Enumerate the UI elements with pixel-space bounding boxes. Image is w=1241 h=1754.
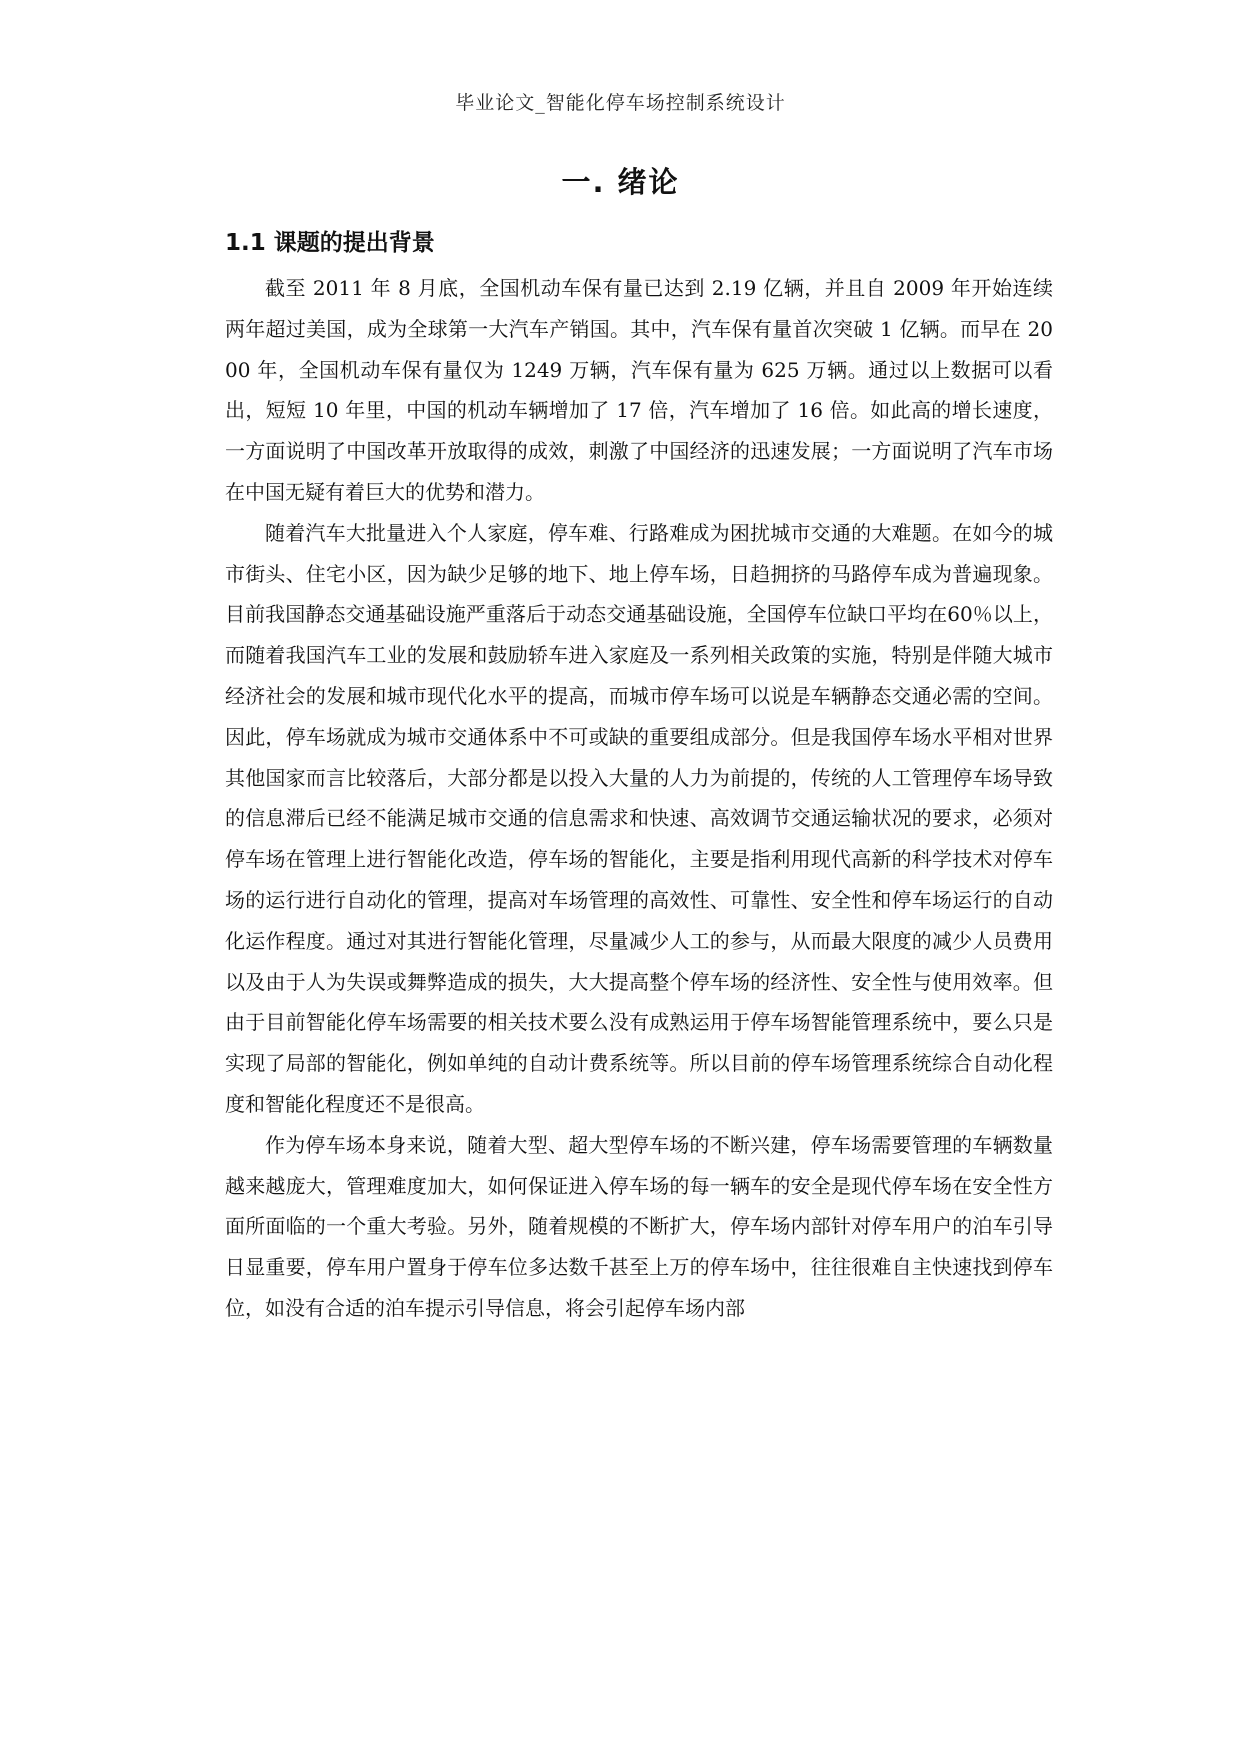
section-title: 1.1 课题的提出背景 (225, 230, 435, 256)
paragraph: 作为停车场本身来说，随着大型、超大型停车场的不断兴建，停车场需要管理的车辆数量越来越庞大，管理难度加大，如何保证进入停车场的每一辆车的安全是现代停车场在安全性方面所面临的一个重大考验。另外，随着规模的不断扩大，停车场内部针对停车用户的泊车引导日显重要，停车用户置身于停车位多达数千甚至上万的停车场中，往往很难自主快速找到停车位，如没有合适的泊车提示引导信息，将会引起停车场内部 (225, 1132, 1053, 1320)
running-header: 毕业论文_智能化停车场控制系统设计 (455, 92, 786, 114)
paragraph: 截至 2011 年 8 月底，全国机动车保有量已达到 2.19 亿辆，并且自 2009 年开始连续两年超过美国，成为全球第一大汽车产销国。其中，汽车保有量首次突破 1 亿辆。而早在 2000 年，全国机动车保有量仅为 1249 万辆，汽车保有量为 625 万辆。通过以上数据可以看出，短短 10 年里，中国的机动车辆增加了 17 倍，汽车增加了 16 倍。如此高的增长速度，一方面说明了中国改革开放取得的成效，刺激了中国经济的迅速发展；一方面说明了汽车市场在中国无疑有着巨大的优势和潜力。 (225, 276, 1053, 504)
chapter-title: 一. 绪论 (561, 165, 680, 199)
body-text (225, 268, 1053, 1329)
paragraph: 随着汽车大批量进入个人家庭，停车难、行路难成为困扰城市交通的大难题。在如今的城市街头、住宅小区，因为缺少足够的地下、地上停车场，日趋拥挤的马路停车成为普遍现象。目前我国静态交通基础设施严重落后于动态交通基础设施，全国停车位缺口平均在60％以上，而随着我国汽车工业的发展和鼓励轿车进入家庭及一系列相关政策的实施，特别是伴随大城市经济社会的发展和城市现代化水平的提高，而城市停车场可以说是车辆静态交通必需的空间。因此，停车场就成为城市交通体系中不可或缺的重要组成部分。但是我国停车场水平相对世界其他国家而言比较落后，大部分都是以投入大量的人力为前提的，传统的人工管理停车场导致的信息滞后已经不能满足城市交通的信息需求和快速、高效调节交通运输状况的要求，必须对停车场在管理上进行智能化改造，停车场的智能化，主要是指利用现代高新的科学技术对停车场的运行进行自动化的管理，提高对车场管理的高效性、可靠性、安全性和停车场运行的自动化运作程度。通过对其进行智能化管理，尽量减少人工的参与，从而最大限度的减少人员费用以及由于人为失误或舞弊造成的损失，大大提高整个停车场的经济性、安全性与使用效率。但由于目前智能化停车场需要的相关技术要么没有成熟运用于停车场智能管理系统中，要么只是实现了局部的智能化，例如单纯的自动计费系统等。所以目前的停车场管理系统综合自动化程度和智能化程度还不是很高。 (225, 520, 1053, 1116)
